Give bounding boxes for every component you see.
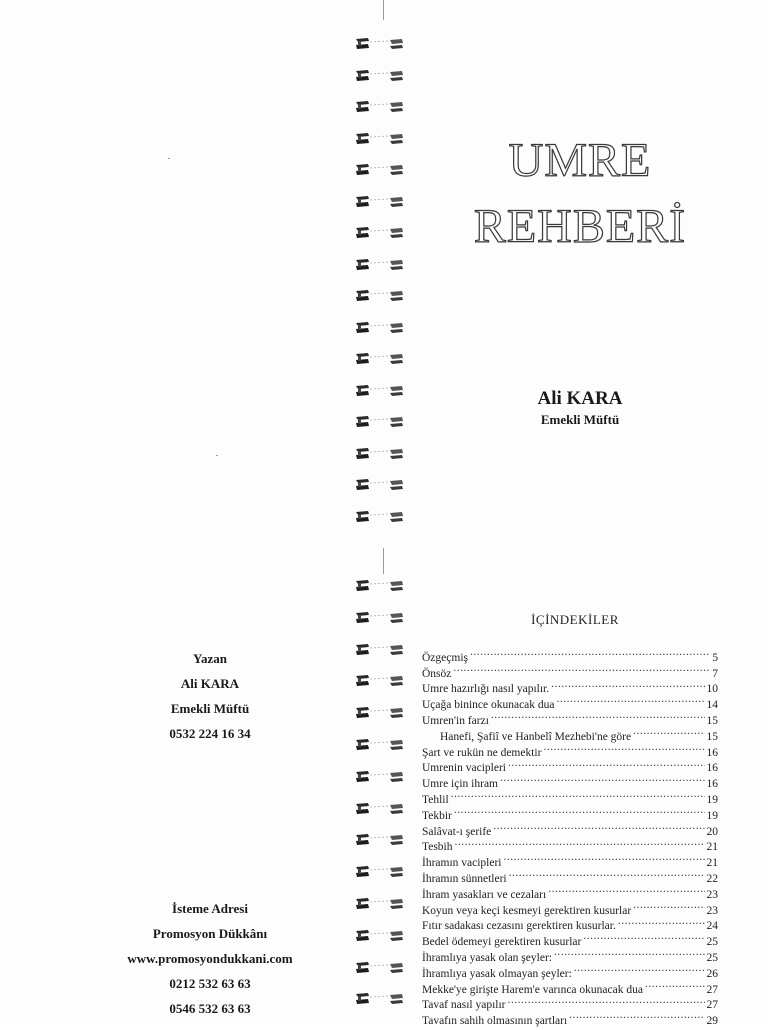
order-address-block: [80, 896, 340, 1021]
toc-dot-leader: [508, 993, 705, 1009]
toc-entry: [422, 661, 718, 680]
spiral-coil: [352, 864, 408, 880]
writer-info-line: 0532 224 16 34: [169, 726, 251, 741]
toc-entry-label: İhramlıya yasak olan şeyler:: [422, 951, 552, 964]
toc-entry-page: 25: [706, 951, 718, 964]
toc-dot-leader: [543, 740, 704, 756]
toc-entry-label: Bedel ödemeyi gerektiren kusurlar: [422, 936, 582, 949]
toc-dot-leader: [633, 898, 704, 914]
toc-entry: [422, 787, 718, 806]
spiral-coil: [352, 99, 408, 115]
binding-line: [383, 548, 384, 574]
toc-entry-label: Tavaf nasıl yapılır: [422, 999, 506, 1012]
spiral-coil: [352, 288, 408, 304]
toc-dot-leader: [618, 914, 705, 930]
toc-dot-leader: [551, 677, 704, 693]
scan-speck: [216, 455, 218, 456]
toc-entry-page: 29: [706, 1015, 718, 1028]
toc-entry-page: 19: [706, 809, 718, 822]
toc-entry: [422, 645, 718, 664]
writer-info-line: Ali KARA: [180, 676, 240, 691]
spiral-coil: [352, 509, 408, 525]
toc-dot-leader: [504, 850, 705, 866]
order-info-line: 0546 532 63 63: [169, 1001, 251, 1016]
toc-entry-label: Umre hazırlığı nasıl yapılır.: [422, 683, 550, 696]
spiral-coil: [352, 351, 408, 367]
spiral-coil: [352, 383, 408, 399]
order-info-line: www.promosyondukkani.com: [127, 951, 293, 966]
toc-entry-page: 7: [712, 667, 718, 680]
toc-entry-label: Özgeçmiş: [422, 651, 468, 664]
toc-entry-label: İhram yasakları ve cezaları: [422, 888, 547, 901]
toc-entry-page: 21: [706, 841, 718, 854]
toc-entry-label: Koyun veya keçi kesmeyi gerektiren kusurlar: [422, 904, 632, 917]
toc-entry: [422, 803, 718, 822]
toc-entry-page: 23: [706, 888, 718, 901]
toc-entry-page: 16: [706, 778, 718, 791]
toc-entry-page: 20: [706, 825, 718, 838]
cover-title: [440, 128, 720, 260]
spiral-coil: [352, 896, 408, 912]
toc-entry-label: Şart ve rukün ne demektir: [422, 746, 542, 759]
spiral-coil: [352, 578, 408, 594]
spiral-coil: [352, 673, 408, 689]
toc-entry-label: Umre için ihram: [422, 778, 499, 791]
toc-entry-page: 15: [706, 730, 718, 743]
toc-dot-leader: [454, 803, 705, 819]
spiral-coil: [352, 928, 408, 944]
toc-dot-leader: [583, 929, 704, 945]
spiral-coil: [352, 769, 408, 785]
toc-dot-leader: [645, 977, 705, 993]
order-info-line: 0212 532 63 63: [169, 976, 251, 991]
toc-dot-leader: [455, 835, 705, 851]
toc-dot-leader: [574, 961, 705, 977]
spiral-coil: [352, 801, 408, 817]
toc-entry-page: 27: [706, 999, 718, 1012]
toc-entry-label: Umren'in farzı: [422, 714, 489, 727]
spiral-coil: [352, 257, 408, 273]
table-of-contents: [422, 645, 718, 1028]
toc-entry-page: 15: [706, 714, 718, 727]
toc-dot-leader: [500, 771, 704, 787]
cover-title-line1: UMRE: [508, 134, 652, 187]
spiral-coil: [352, 162, 408, 178]
toc-dot-leader: [633, 724, 704, 740]
toc-entry: [422, 677, 718, 696]
toc-entry-page: 10: [706, 683, 718, 696]
spiral-coil: [352, 960, 408, 976]
toc-dot-leader: [453, 661, 710, 677]
toc-dot-leader: [557, 692, 705, 708]
toc-entry-label: Önsöz: [422, 667, 452, 680]
toc-entry-label: Tavafın sahih olmasının şartları: [422, 1015, 568, 1028]
cover-title-line2: REHBERİ: [473, 200, 687, 253]
toc-dot-leader: [508, 756, 705, 772]
toc-dot-leader: [491, 708, 705, 724]
toc-entry-label: Tekbir: [422, 809, 452, 822]
toc-dot-leader: [554, 945, 705, 961]
spiral-coil: [352, 610, 408, 626]
toc-entry-label: Fıtır sadakası cezasını gerektiren kusurlar.: [422, 920, 616, 933]
spiral-coil: [352, 991, 408, 1007]
toc-entry-page: 19: [706, 793, 718, 806]
toc-title: İÇİNDEKİLER: [531, 612, 619, 627]
spiral-coil: [352, 414, 408, 430]
author-role: Emekli Müftü: [540, 412, 620, 427]
toc-entry-page: 14: [706, 699, 718, 712]
toc-entry-label: Tehlil: [422, 793, 449, 806]
spiral-coil: [352, 446, 408, 462]
writer-info-line: Yazan: [193, 651, 227, 666]
toc-entry-label: Tesbih: [422, 841, 453, 854]
order-info-line: İsteme Adresi: [172, 901, 248, 916]
toc-entry: [422, 835, 718, 854]
toc-entry-page: 23: [706, 904, 718, 917]
toc-entry-label: Hanefi, Şafiî ve Hanbelî Mezhebi'ne göre: [440, 730, 632, 743]
toc-entry-label: İhramlıya yasak olmayan şeyler:: [422, 967, 572, 980]
toc-entry-label: Umrenin vacipleri: [422, 762, 506, 775]
toc-entry-page: 16: [706, 762, 718, 775]
spiral-coil: [352, 832, 408, 848]
spiral-binding: [352, 0, 412, 1024]
toc-entry: [422, 819, 718, 838]
author-name: Ali KARA: [537, 388, 623, 409]
toc-entry-page: 24: [706, 920, 718, 933]
writer-info-block: [80, 646, 340, 746]
toc-entry-page: 27: [706, 983, 718, 996]
binding-line: [383, 0, 384, 20]
spiral-coil: [352, 737, 408, 753]
toc-entry-page: 22: [706, 872, 718, 885]
toc-entry-label: İhramın vacipleri: [422, 857, 502, 870]
writer-info-line: Emekli Müftü: [170, 701, 250, 716]
toc-entry-label: Salâvat-ı şerife: [422, 825, 492, 838]
spiral-coil: [352, 225, 408, 241]
toc-entry-label: Uçağa binince okunacak dua: [422, 699, 555, 712]
toc-entry-page: 26: [706, 967, 718, 980]
toc-entry-page: 5: [712, 651, 718, 664]
spiral-coil: [352, 194, 408, 210]
toc-dot-leader: [493, 819, 704, 835]
spiral-coil: [352, 131, 408, 147]
spiral-coil: [352, 477, 408, 493]
cover-author: [500, 388, 660, 428]
toc-entry-page: 25: [706, 936, 718, 949]
toc-dot-leader: [548, 882, 704, 898]
order-info-line: Promosyon Dükkânı: [152, 926, 268, 941]
toc-dot-leader: [451, 787, 705, 803]
toc-entry-label: İhramın sünnetleri: [422, 872, 507, 885]
toc-dot-leader: [569, 1008, 704, 1024]
toc-entry-label: Mekke'ye girişte Harem'e varınca okunacak dua: [422, 983, 643, 996]
toc-dot-leader: [470, 645, 710, 661]
spiral-coil: [352, 36, 408, 52]
spiral-coil: [352, 705, 408, 721]
spiral-coil: [352, 68, 408, 84]
toc-entry-page: 21: [706, 857, 718, 870]
toc-dot-leader: [509, 866, 705, 882]
spiral-coil: [352, 642, 408, 658]
scan-speck: [168, 158, 170, 159]
spiral-coil: [352, 320, 408, 336]
toc-entry-page: 16: [706, 746, 718, 759]
toc-entry: [422, 850, 718, 870]
